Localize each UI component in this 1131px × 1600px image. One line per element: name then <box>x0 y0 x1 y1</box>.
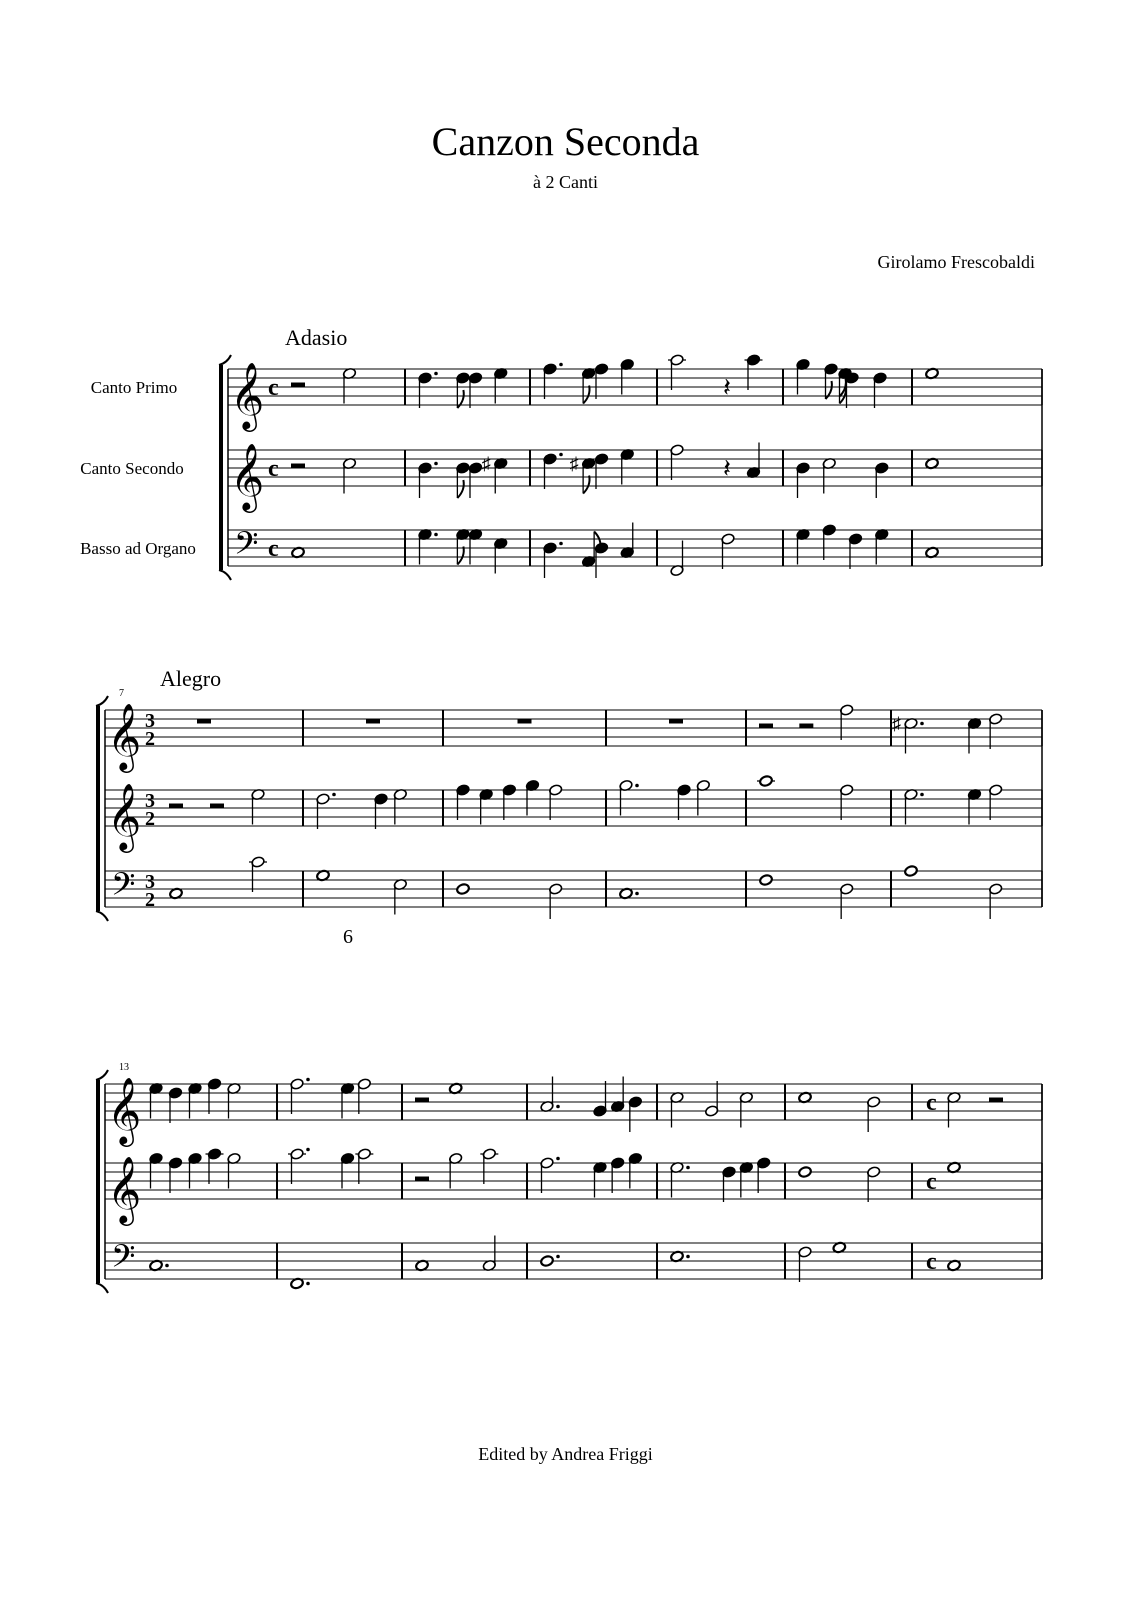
augmentation-dot <box>556 1105 560 1109</box>
augmentation-dot <box>635 784 639 788</box>
bracket-hook <box>96 1283 108 1293</box>
time-signature-top: 3 <box>145 871 155 893</box>
augmentation-dot <box>556 1157 560 1161</box>
notehead <box>456 883 470 895</box>
system-bracket <box>219 365 223 570</box>
treble-clef-icon: 𝄞 <box>107 1078 142 1143</box>
augmentation-dot <box>306 1282 310 1286</box>
whole-rest <box>366 719 380 724</box>
whole-rest <box>197 719 211 724</box>
whole-rest <box>669 719 683 724</box>
augmentation-dot <box>559 542 563 546</box>
system-2 <box>96 666 1042 948</box>
sharp-icon: ♯ <box>481 453 491 474</box>
half-rest <box>759 724 773 729</box>
instrument-name: Basso ad Organo <box>80 539 196 558</box>
common-time-icon: c <box>268 456 279 482</box>
staff-1 <box>105 704 1042 773</box>
augmentation-dot <box>434 533 438 537</box>
instrument-name: Canto Secondo <box>80 459 184 478</box>
treble-clef-icon: 𝄞 <box>230 444 265 509</box>
composer-name: Girolamo Frescobaldi <box>877 252 1035 272</box>
augmentation-dot <box>559 453 563 457</box>
staff-3 <box>105 1236 1042 1290</box>
treble-clef-icon: 𝄞 <box>107 704 142 769</box>
bass-clef-icon: 𝄢 <box>234 527 259 569</box>
treble-clef-icon: 𝄞 <box>107 1157 142 1222</box>
sharp-icon: ♯ <box>892 713 901 734</box>
system-3 <box>96 1062 1042 1293</box>
instrument-name: Canto Primo <box>90 378 178 397</box>
quarter-rest: 𝄽 <box>723 373 731 402</box>
augmentation-dot <box>306 1148 310 1152</box>
staff-2 <box>80 443 1042 514</box>
augmentation-dot <box>920 793 924 797</box>
time-signature-bottom: 2 <box>145 808 155 830</box>
augmentation-dot <box>920 722 924 726</box>
augmentation-dot <box>686 1166 690 1170</box>
half-rest <box>415 1098 429 1103</box>
note-flag <box>583 386 589 404</box>
treble-clef-icon: 𝄞 <box>107 784 142 849</box>
staff-3 <box>105 856 1042 919</box>
half-rest <box>989 1098 1003 1103</box>
augmentation-dot <box>686 1255 690 1259</box>
common-time-icon: c <box>268 375 279 401</box>
note-flag <box>457 480 463 498</box>
common-time-icon: c <box>926 1169 937 1195</box>
bracket-hook <box>96 911 108 921</box>
half-rest <box>210 804 224 809</box>
augmentation-dot <box>635 892 639 896</box>
bass-clef-icon: 𝄢 <box>111 868 136 910</box>
augmentation-dot <box>556 1255 560 1259</box>
augmentation-dot <box>332 793 336 797</box>
note-flag <box>457 547 463 565</box>
tempo-mark: Alegro <box>160 666 222 691</box>
half-rest <box>799 724 813 729</box>
time-signature-top: 3 <box>145 790 155 812</box>
augmentation-dot <box>434 462 438 466</box>
common-time-icon: c <box>268 536 279 562</box>
common-time-icon: c <box>926 1090 937 1116</box>
tempo-mark: Adasio <box>285 325 348 350</box>
note-flag <box>583 476 589 494</box>
measure-number: 13 <box>119 1062 129 1073</box>
quarter-rest: 𝄽 <box>723 454 731 483</box>
half-rest <box>291 383 305 388</box>
notehead <box>798 1166 812 1178</box>
system-bracket <box>96 706 100 911</box>
common-time-icon: c <box>926 1249 937 1275</box>
time-signature-top: 3 <box>145 710 155 732</box>
half-rest <box>415 1177 429 1182</box>
staff-1 <box>105 1077 1042 1148</box>
augmentation-dot <box>434 372 438 376</box>
system-bracket <box>96 1080 100 1283</box>
notehead <box>540 1255 554 1267</box>
time-signature-bottom: 2 <box>145 889 155 911</box>
staff-1 <box>91 354 1042 432</box>
system-1 <box>80 325 1042 580</box>
bracket-hook <box>219 570 231 580</box>
time-signature-bottom: 2 <box>145 728 155 750</box>
notehead <box>904 865 918 877</box>
figured-bass-number: 6 <box>343 926 353 948</box>
measure-number: 7 <box>119 688 124 699</box>
score-subtitle: à 2 Canti <box>533 172 598 192</box>
whole-rest <box>518 719 532 724</box>
half-rest <box>291 464 305 469</box>
staff-2 <box>105 775 1042 853</box>
half-rest <box>169 804 183 809</box>
treble-clef-icon: 𝄞 <box>230 363 265 428</box>
editor-credit: Edited by Andrea Friggi <box>478 1444 653 1464</box>
staff-3 <box>80 523 1042 579</box>
augmentation-dot <box>165 1264 169 1268</box>
augmentation-dot <box>559 363 563 367</box>
notehead <box>759 874 773 886</box>
score-title: Canzon Seconda <box>431 119 700 164</box>
notehead <box>759 775 773 787</box>
augmentation-dot <box>306 1078 310 1082</box>
sharp-icon: ♯ <box>569 453 579 474</box>
bass-clef-icon: 𝄢 <box>111 1240 136 1282</box>
staff-2 <box>105 1148 1042 1226</box>
